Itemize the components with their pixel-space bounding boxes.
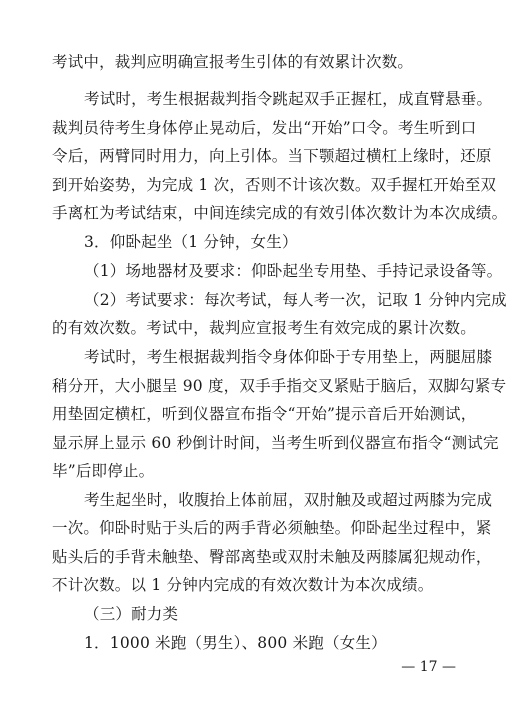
section-heading: 1．1000 米跑（男生）、800 米跑（女生） xyxy=(84,634,387,652)
text-line: 考生起坐时，收腹抬上体前屈，双肘触及或超过两膝为完成 xyxy=(84,491,493,509)
text-line: （1）场地器材及要求：仰卧起坐专用垫、手持记录设备等。 xyxy=(84,262,503,280)
text-line: 裁判员待考生身体停止晃动后，发出“开始”口令。考生听到口 xyxy=(52,119,477,137)
text-line: 贴头后的手背未触垫、臀部离垫或双肘未触及两膝属犯规动作， xyxy=(52,548,492,566)
section-heading: 3．仰卧起坐（1 分钟，女生） xyxy=(84,233,298,251)
text-line: 一次。仰卧时贴于头后的两手背必须触垫。仰卧起坐过程中，紧 xyxy=(52,519,492,537)
text-line: 令后，两臂同时用力，向上引体。当下颚超过横杠上缘时，还原 xyxy=(52,147,492,165)
text-line: 稍分开，大小腿呈 90 度，双手手指交叉紧贴于脑后，双脚勾紧专 xyxy=(52,377,507,395)
text-line: 毕”后即停止。 xyxy=(52,462,155,480)
text-line: 考试中，裁判应明确宣报考生引体的有效累计次数。 xyxy=(52,53,414,71)
text-line: （2）考试要求：每次考试，每人考一次，记取 1 分钟内完成 xyxy=(84,291,507,309)
text-line: 考试时，考生根据裁判指令跳起双手正握杠，成直臂悬垂。 xyxy=(84,90,493,108)
text-line: 到开始姿势，为完成 1 次，否则不计该次数。双手握杠开始至双 xyxy=(52,176,497,194)
text-line: 手离杠为考试结束，中间连续完成的有效引体次数计为本次成绩。 xyxy=(52,204,508,222)
section-heading: （三）耐力类 xyxy=(84,605,179,623)
text-line: 的有效次数。考试中，裁判应宣报考生有效完成的累计次数。 xyxy=(52,319,476,337)
text-line: 不计次数。以 1 分钟内完成的有效次数计为本次成绩。 xyxy=(52,576,434,594)
text-line: 考试时，考生根据裁判指令身体仰卧于专用垫上，两腿屈膝 xyxy=(84,348,493,366)
text-line: 用垫固定横杠，听到仪器宣布指令“开始”提示音后开始测试， xyxy=(52,405,477,423)
text-line: 显示屏上显示 60 秒倒计时间，当考生听到仪器宣布指令“测试完 xyxy=(52,434,499,452)
page-number: — 17 — xyxy=(401,659,456,675)
